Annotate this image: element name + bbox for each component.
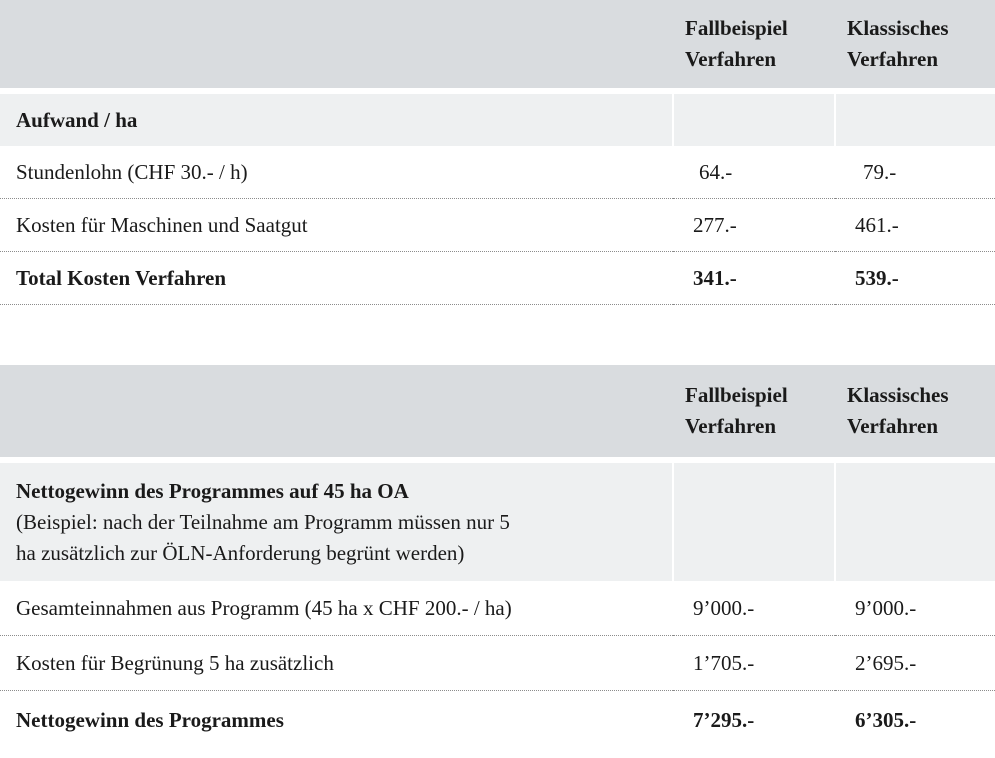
- row-value-klassisch: 79.-: [835, 146, 995, 199]
- row-value-klassisch: 539.-: [835, 252, 995, 305]
- header-fallbeispiel-line1: Fallbeispiel: [685, 383, 788, 407]
- table-header-row: [0, 0, 995, 88]
- row-label: Gesamteinnahmen aus Programm (45 ha x CHF 200.- / ha): [0, 581, 673, 636]
- row-label: Stundenlohn (CHF 30.- / h): [0, 146, 673, 199]
- row-value-fallbeispiel: 64.-: [673, 146, 835, 199]
- section-empty-cell: [673, 463, 835, 581]
- section-row: [0, 94, 995, 146]
- section-title: Nettogewinn des Programmes auf 45 ha OA: [16, 478, 409, 503]
- table-row-total: [0, 691, 995, 750]
- header-empty-cell: [0, 0, 673, 88]
- row-value-fallbeispiel: 9’000.-: [673, 581, 835, 636]
- row-value-klassisch: 2’695.-: [835, 636, 995, 691]
- section-empty-cell: [835, 94, 995, 146]
- header-klassisch-line1: Klassisches: [847, 383, 949, 407]
- table-row: [0, 146, 995, 199]
- section-title: Aufwand / ha: [0, 94, 673, 146]
- table-header-row: [0, 365, 995, 457]
- header-klassisch-line1: Klassisches: [847, 16, 949, 40]
- header-klassisch: [835, 0, 995, 88]
- row-value-fallbeispiel: 277.-: [673, 199, 835, 252]
- row-value-klassisch: 9’000.-: [835, 581, 995, 636]
- row-value-klassisch: 6’305.-: [855, 707, 917, 732]
- section-cell: [0, 463, 673, 581]
- section-row: [0, 463, 995, 581]
- header-klassisch-line2: Verfahren: [847, 47, 938, 71]
- header-klassisch: [835, 365, 995, 457]
- table-row: [0, 581, 995, 636]
- header-fallbeispiel: [673, 0, 835, 88]
- row-value-fallbeispiel: 7’295.-: [693, 707, 755, 732]
- row-value-fallbeispiel: 341.-: [673, 252, 835, 305]
- header-fallbeispiel-line1: Fallbeispiel: [685, 16, 788, 40]
- row-label: Total Kosten Verfahren: [0, 252, 673, 305]
- row-label: Kosten für Maschinen und Saatgut: [0, 199, 673, 252]
- header-fallbeispiel: [673, 365, 835, 457]
- header-empty-cell: [0, 365, 673, 457]
- header-fallbeispiel-line2: Verfahren: [685, 47, 776, 71]
- table-row: [0, 636, 995, 691]
- section-note-line2: ha zusätzlich zur ÖLN-Anforderung begrünt werden): [16, 540, 465, 565]
- cost-comparison-table: [0, 0, 995, 305]
- section-empty-cell: [835, 463, 995, 581]
- table-row: [0, 199, 995, 252]
- section-empty-cell: [673, 94, 835, 146]
- row-label: Nettogewinn des Programmes: [16, 707, 284, 732]
- row-value-fallbeispiel: 1’705.-: [673, 636, 835, 691]
- table-row-total: [0, 252, 995, 305]
- row-label: Kosten für Begrünung 5 ha zusätzlich: [0, 636, 673, 691]
- section-note-line1: (Beispiel: nach der Teilnahme am Programm müssen nur 5: [16, 509, 510, 534]
- net-gain-table: [0, 365, 995, 749]
- row-value-klassisch: 461.-: [835, 199, 995, 252]
- header-fallbeispiel-line2: Verfahren: [685, 414, 776, 438]
- header-klassisch-line2: Verfahren: [847, 414, 938, 438]
